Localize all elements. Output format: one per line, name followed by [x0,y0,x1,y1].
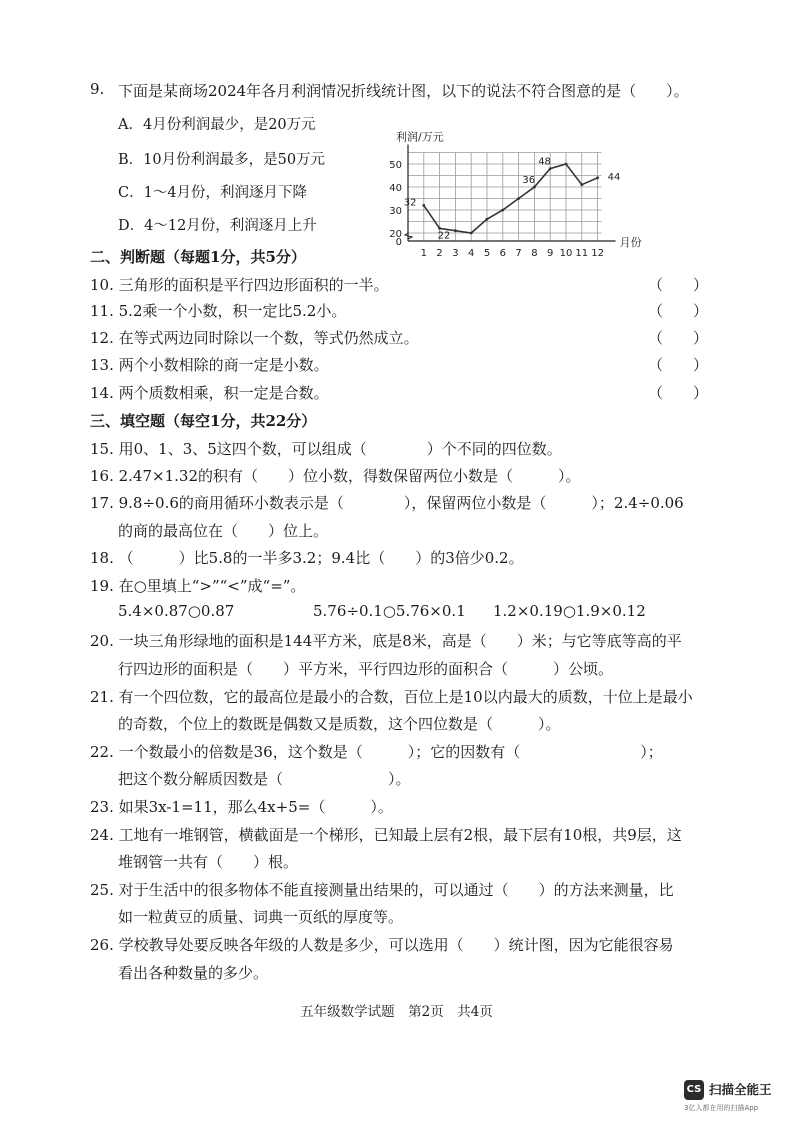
q24-text-line2: 堆钢管一共有（ ）根。 [118,853,299,871]
x-tick-label: 7 [515,248,522,259]
q9-option-b: B．10月份利润最多，是50万元 [118,152,326,168]
x-tick-label: 1 [420,248,427,259]
q25-text-line2: 如一粒黄豆的质量、词典一页纸的厚度等。 [118,908,404,926]
x-tick-label: 5 [483,248,491,259]
data-label: 44 [607,171,621,183]
q19-text: 19. 在○里填上“>”“<”成“=”。 [90,577,306,595]
data-point [549,167,552,170]
section-fill-blank-title: 三、填空题（每空1分，共22分） [90,412,317,430]
q19-compare-c: 1.2×0.19○1.9×0.12 [493,602,646,620]
x-tick-label: 9 [547,248,554,259]
q20-text-line1: 20. 一块三角形绿地的面积是144平方米，底是8米，高是（ ）米；与它等底等高的平 [90,632,682,650]
q12-answer-paren: （ ） [648,329,709,347]
q11-answer-paren: （ ） [648,302,709,320]
y-tick-label: 30 [389,206,402,217]
q20-text-line2: 行四边形的面积是（ ）平方米，平行四边形的面积合（ ）公顷。 [118,660,614,678]
y-tick-label: 40 [389,183,402,194]
q26-text-line2: 看出各种数量的多少。 [118,964,269,982]
q21-text-line1: 21. 有一个四位数，它的最高位是最小的合数，百位上是10以内最大的质数，十位上是最小 [90,688,693,706]
q13-answer-paren: （ ） [648,356,709,374]
data-point [438,227,441,230]
x-tick-label: 6 [499,248,506,259]
q17-text-line2: 的商的最高位在（ ）位上。 [118,522,329,540]
data-point [517,197,520,200]
q10-text: 10. 三角形的面积是平行四边形面积的一半。 [90,276,389,294]
camscanner-logo-icon: CS [684,1080,704,1100]
y-axis-label: 利润/万元 [396,130,444,144]
q14-text: 14. 两个质数相乘，积一定是合数。 [90,384,329,402]
q22-text-line1: 22. 一个数最小的倍数是36，这个数是（ ）；它的因数有（ ）； [90,743,663,761]
data-label: 48 [538,156,551,168]
data-point [565,163,568,166]
data-point [422,204,425,207]
profit-line-chart [0,0,793,270]
q18-text: 18. （ ）比5.8的一半多3.2；9.4比（ ）的3倍少0.2。 [90,549,524,567]
section-judgement-title: 二、判断题（每题1分，共5分） [90,248,306,266]
q10-answer-paren: （ ） [648,276,709,294]
q22-text-line2: 把这个数分解质因数是（ ）。 [118,770,411,788]
q9-option-d: D．4～12月份，利润逐月上升 [118,218,317,234]
data-point [533,186,536,189]
q21-text-line2: 的奇数，个位上的数既是偶数又是质数，这个四位数是（ ）。 [118,715,561,733]
data-point [470,232,473,235]
q9-number: 9. [90,80,105,98]
data-point [454,229,457,232]
page-footer: 五年级数学试题 第2页 共4页 [300,1004,493,1020]
x-tick-label: 8 [531,248,538,259]
y-tick-label: 50 [389,160,402,171]
q14-answer-paren: （ ） [648,384,709,402]
camscanner-tagline: 3亿人都在用的扫描App [684,1104,759,1112]
q9-option-c: C．1～4月份，利润逐月下降 [118,185,308,201]
y-tick-label: 0 [395,237,402,248]
q19-compare-b: 5.76÷0.1○5.76×0.1 [313,602,466,620]
q12-text: 12. 在等式两边同时除以一个数，等式仍然成立。 [90,329,419,347]
camscanner-name: 扫描全能王 [709,1082,772,1097]
q9-option-a: A．4月份利润最少，是20万元 [118,117,316,133]
x-tick-label: 11 [575,248,589,259]
x-tick-label: 4 [468,248,475,259]
data-point [501,209,504,212]
q17-text-line1: 17. 9.8÷0.6的商用循环小数表示是（ ），保留两位小数是（ ）；2.4÷0.06 [90,494,684,512]
q11-text: 11. 5.2乘一个小数，积一定比5.2小。 [90,302,347,320]
data-label: 32 [403,197,417,209]
data-point [486,218,489,221]
x-tick-label: 2 [436,248,443,259]
x-tick-label: 3 [452,248,459,259]
q26-text-line1: 26. 学校教导处要反映各年级的人数是多少，可以选用（ ）统计图，因为它能很容易 [90,936,674,954]
q9-text: 下面是某商场2024年各月利润情况折线统计图，以下的说法不符合图意的是（ ）。 [118,82,689,100]
q24-text-line1: 24. 工地有一堆钢管，横截面是一个梯形，已知最上层有2根，最下层有10根，共9层，这 [90,826,682,844]
q23-text: 23. 如果3x-1=11，那么4x+5=（ ）。 [90,798,393,816]
x-tick-label: 10 [559,248,573,259]
x-tick-label: 12 [591,248,604,259]
data-point [580,183,583,186]
y-tick-label: 20 [389,229,402,240]
x-axis-label: 月份 [619,236,642,249]
q25-text-line1: 25. 对于生活中的很多物体不能直接测量出结果的，可以通过（ ）的方法来测量，比 [90,881,674,899]
data-point [596,176,599,179]
q19-compare-a: 5.4×0.87○0.87 [118,602,235,620]
q16-text: 16. 2.47×1.32的积有（ ）位小数，得数保留两位小数是（ ）。 [90,467,581,485]
q13-text: 13. 两个小数相除的商一定是小数。 [90,356,329,374]
data-label: 36 [522,175,536,186]
data-label: 22 [437,230,451,242]
q15-text: 15. 用0、1、3、5这四个数，可以组成（ ）个不同的四位数。 [90,440,562,458]
